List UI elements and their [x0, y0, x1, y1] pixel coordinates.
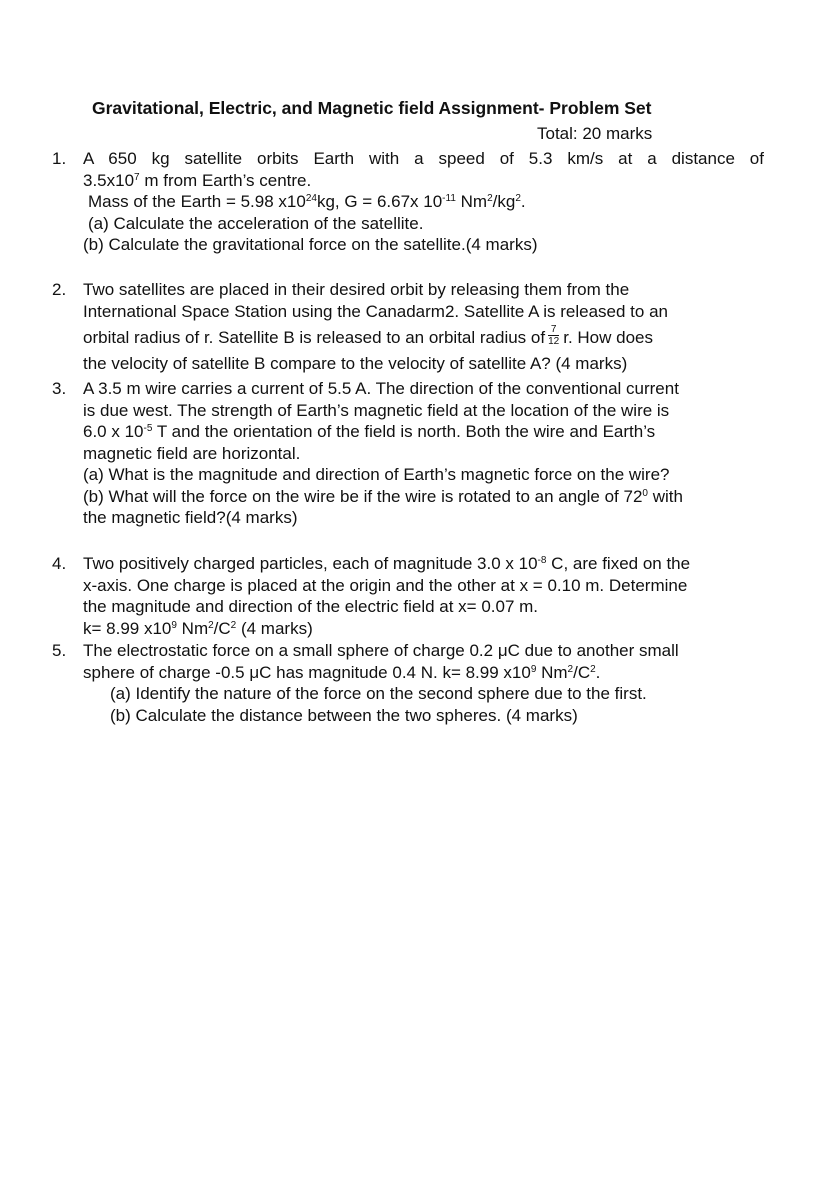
fraction: $\frac{7}{12}$	[548, 324, 560, 348]
problem-text: The electrostatic force on a small sphere of charge 0.2 μC due to another small	[83, 641, 679, 660]
problem-text: Two satellites are placed in their desired orbit by releasing them from the	[83, 280, 630, 299]
problem-text: orbital radius of r. Satellite B is released to an orbital radius of $\frac{7}{12}$ r. How does	[83, 324, 653, 348]
problem-text: the velocity of satellite B compare to the velocity of satellite A? (4 marks)	[83, 354, 628, 374]
problem-number: 4.	[52, 554, 67, 573]
problem-text: magnetic field are horizontal.	[83, 443, 301, 463]
problem-3	[52, 378, 764, 529]
given-constants: k= 8.99 $x10^9$ $Nm^2/C^2$ (4 marks)	[83, 618, 313, 638]
problem-text: 6.0 x $10^{-5}$ T and the orientation of the field is north. Both the wire and Earth’s	[83, 422, 656, 441]
problem-text: $3.5x10^7$ m from Earth’s centre.	[83, 170, 312, 190]
problem-text: International Space Station using the Canadarm2. Satellite A is released to an	[83, 301, 668, 321]
total-marks: Total: 20 marks	[537, 124, 653, 143]
problem-5	[52, 640, 764, 726]
part-a: (a) Identify the nature of the force on the second sphere due to the first.	[110, 684, 647, 703]
problem-text: x-axis. One charge is placed at the origin and the other at x = 0.10 m. Determine	[83, 575, 688, 595]
problem-text: is due west. The strength of Earth’s magnetic field at the location of the wire is	[83, 400, 670, 420]
problem-text: the magnetic field?(4 marks)	[83, 508, 298, 527]
problem-text: the magnitude and direction of the electric field at x= 0.07 m.	[83, 597, 539, 616]
part-b: (b) Calculate the gravitational force on the satellite.(4 marks)	[83, 235, 538, 254]
problem-number: 5.	[52, 641, 67, 660]
problem-number: 2.	[52, 280, 67, 299]
problem-1	[52, 148, 764, 256]
part-a: (a) Calculate the acceleration of the satellite.	[88, 213, 424, 233]
given-constants: Mass of the Earth = 5.98 $x10^{24}kg$, G = 6.67x $10^{-11}$ $Nm^2/kg^2$.	[88, 192, 526, 211]
problem-text: sphere of charge -0.5 μC has magnitude 0.4 N. k= 8.99 $x10^9$ $Nm^2/C^2$.	[83, 662, 601, 682]
part-b: (b) What will the force on the wire be if the wire is rotated to an angle of $72^0$ with	[83, 486, 683, 506]
part-a: (a) What is the magnitude and direction of Earth’s magnetic force on the wire?	[83, 465, 670, 484]
problem-text: Two positively charged particles, each of magnitude 3.0 x $10^{-8}$ C, are fixed on the	[83, 554, 691, 573]
problem-number: 1.	[52, 149, 67, 168]
problem-2	[52, 279, 764, 375]
problem-4	[52, 553, 764, 639]
document-title: Gravitational, Electric, and Magnetic field Assignment- Problem Set	[92, 98, 652, 118]
part-b: (b) Calculate the distance between the two spheres. (4 marks)	[110, 705, 578, 725]
problem-number: 3.	[52, 379, 67, 398]
problem-text: A 3.5 m wire carries a current of 5.5 A. The direction of the conventional current	[83, 379, 679, 398]
problem-text: A 650 kg satellite orbits Earth with a speed of 5.3 km/s at a distance of	[83, 149, 764, 168]
